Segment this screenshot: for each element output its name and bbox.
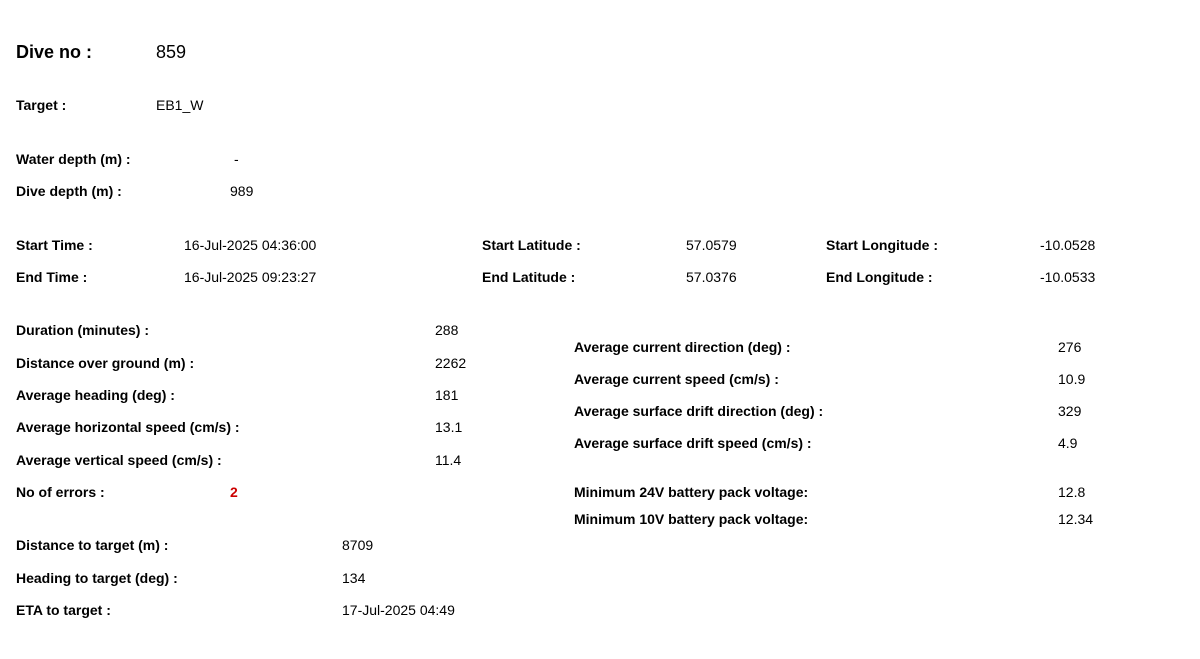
average-surface-drift-speed-label: Average surface drift speed (cm/s) : xyxy=(574,435,812,451)
water-depth-value: - xyxy=(234,151,239,167)
average-heading-label: Average heading (deg) : xyxy=(16,387,175,403)
average-vertical-speed-label: Average vertical speed (cm/s) : xyxy=(16,452,222,468)
average-surface-drift-direction-value: 329 xyxy=(1058,403,1082,419)
start-latitude-label: Start Latitude : xyxy=(482,237,581,253)
start-time-label: Start Time : xyxy=(16,237,93,253)
target-label: Target : xyxy=(16,97,67,113)
average-surface-drift-speed-value: 4.9 xyxy=(1058,435,1078,451)
start-latitude-value: 57.0579 xyxy=(686,237,737,253)
average-horizontal-speed-label: Average horizontal speed (cm/s) : xyxy=(16,419,240,435)
average-heading-value: 181 xyxy=(435,387,459,403)
heading-to-target-label: Heading to target (deg) : xyxy=(16,570,178,586)
dive-depth-value: 989 xyxy=(230,183,254,199)
end-latitude-label: End Latitude : xyxy=(482,269,576,285)
start-longitude-label: Start Longitude : xyxy=(826,237,938,253)
end-time-label: End Time : xyxy=(16,269,88,285)
battery-10v-label: Minimum 10V battery pack voltage: xyxy=(574,511,809,527)
distance-to-target-label: Distance to target (m) : xyxy=(16,537,169,553)
eta-to-target-label: ETA to target : xyxy=(16,602,111,618)
end-time-value: 16-Jul-2025 09:23:27 xyxy=(184,269,317,285)
dive-depth-label: Dive depth (m) : xyxy=(16,183,122,199)
distance-over-ground-label: Distance over ground (m) : xyxy=(16,355,195,371)
errors-value: 2 xyxy=(230,484,238,500)
duration-value: 288 xyxy=(435,322,459,338)
average-current-direction-value: 276 xyxy=(1058,339,1082,355)
distance-over-ground-value: 2262 xyxy=(435,355,467,371)
battery-24v-label: Minimum 24V battery pack voltage: xyxy=(574,484,809,500)
end-longitude-value: -10.0533 xyxy=(1040,269,1096,285)
dive-no-label: Dive no : xyxy=(16,42,93,62)
distance-to-target-value: 8709 xyxy=(342,537,374,553)
average-surface-drift-direction-label: Average surface drift direction (deg) : xyxy=(574,403,824,419)
average-current-speed-value: 10.9 xyxy=(1058,371,1086,387)
battery-24v-value: 12.8 xyxy=(1058,484,1086,500)
average-current-direction-label: Average current direction (deg) : xyxy=(574,339,791,355)
water-depth-label: Water depth (m) : xyxy=(16,151,131,167)
end-latitude-value: 57.0376 xyxy=(686,269,737,285)
eta-to-target-value: 17-Jul-2025 04:49 xyxy=(342,602,455,618)
errors-label: No of errors : xyxy=(16,484,105,500)
end-longitude-label: End Longitude : xyxy=(826,269,933,285)
heading-to-target-value: 134 xyxy=(342,570,366,586)
start-longitude-value: -10.0528 xyxy=(1040,237,1096,253)
average-current-speed-label: Average current speed (cm/s) : xyxy=(574,371,779,387)
start-time-value: 16-Jul-2025 04:36:00 xyxy=(184,237,317,253)
dive-no-value: 859 xyxy=(156,42,187,62)
target-value: EB1_W xyxy=(156,97,204,113)
average-vertical-speed-value: 11.4 xyxy=(435,452,462,468)
duration-label: Duration (minutes) : xyxy=(16,322,149,338)
battery-10v-value: 12.34 xyxy=(1058,511,1094,527)
average-horizontal-speed-value: 13.1 xyxy=(435,419,463,435)
